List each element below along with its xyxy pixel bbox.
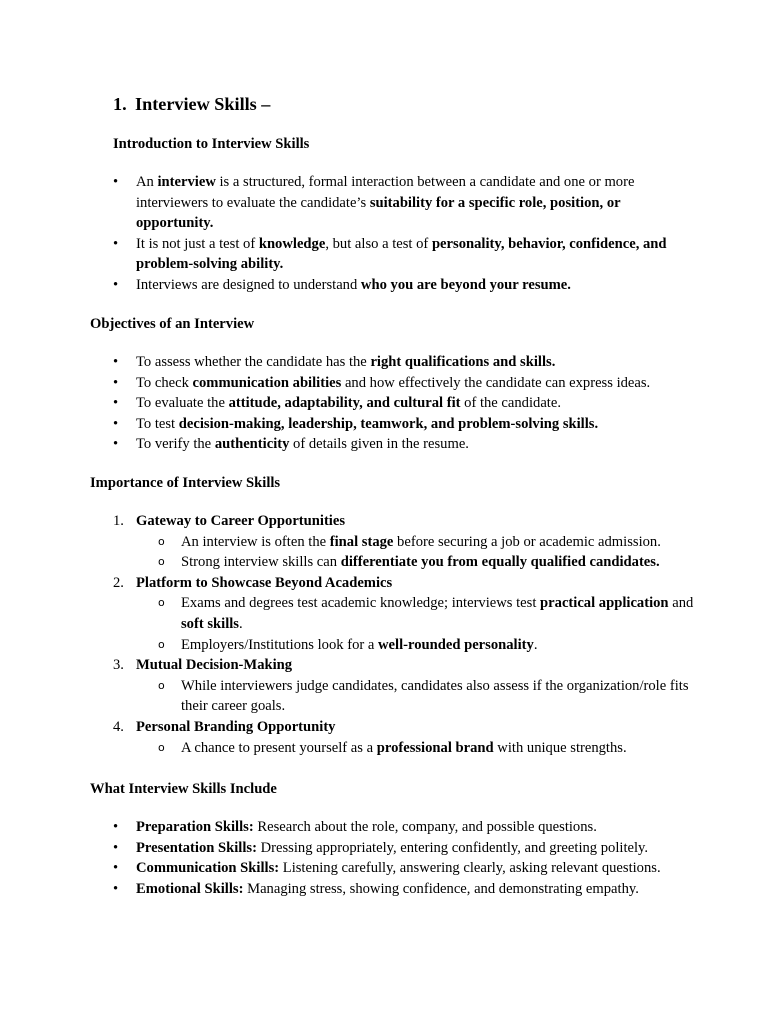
sub-list-item <box>158 635 713 656</box>
sub-list-item <box>158 552 713 573</box>
list-item <box>113 393 713 414</box>
circle-bullet-icon: o <box>158 637 165 651</box>
bullet-icon: • <box>113 395 119 412</box>
bullet-icon: • <box>113 174 119 190</box>
list-item <box>113 858 693 879</box>
intro-heading: Introduction to Interview Skills <box>113 136 310 152</box>
text-run: before securing a job or academic admission. <box>393 533 661 550</box>
list-item <box>113 352 713 373</box>
numbered-item <box>113 573 713 655</box>
bold-text: personality, behavior, confidence, and problem-solving ability. <box>136 235 667 273</box>
text-run: Strong interview skills can <box>181 554 341 571</box>
list-item <box>113 434 713 455</box>
bullet-icon: • <box>113 354 119 370</box>
sub-list <box>158 593 713 655</box>
list-item <box>113 817 693 838</box>
bullet-icon: • <box>113 276 119 293</box>
text-run: Interviews are designed to understand <box>136 276 361 293</box>
list-item <box>113 414 713 435</box>
bullet-icon: • <box>113 880 119 897</box>
item-heading: Platform to Showcase Beyond Academics <box>136 574 393 591</box>
bold-text: Emotional Skills: <box>136 880 244 897</box>
text-run: An interview is often the <box>181 533 330 550</box>
item-number: 4. <box>113 718 124 735</box>
text-run: Exams and degrees test academic knowledge; interviews test <box>181 595 541 612</box>
bold-text: professional brand <box>376 739 494 756</box>
bullet-icon: • <box>113 415 119 432</box>
sub-list <box>158 676 713 717</box>
bold-text: soft skills <box>181 615 239 632</box>
text-run: Research about the role, company, and possible questions. <box>253 819 597 835</box>
include-heading: What Interview Skills Include <box>90 781 277 797</box>
page-title <box>113 92 270 116</box>
bullet-icon: • <box>113 374 119 391</box>
bold-text: differentiate you from equally qualified candidates. <box>340 554 660 571</box>
item-heading: Gateway to Career Opportunities <box>136 513 346 529</box>
importance-list <box>113 511 713 758</box>
bullet-icon: • <box>113 839 119 856</box>
text-run: . <box>238 615 243 632</box>
bold-text: right qualifications and skills. <box>370 354 556 370</box>
sub-list-item <box>158 532 713 553</box>
objectives-list <box>113 352 713 455</box>
bold-text: authenticity <box>214 436 290 453</box>
item-number: 3. <box>113 657 124 674</box>
text-run: and how effectively the candidate can express ideas. <box>341 374 651 391</box>
bold-text: final stage <box>329 533 394 550</box>
bold-text: who you are beyond your resume. <box>360 276 571 293</box>
item-number: 2. <box>113 574 124 591</box>
bold-text: communication abilities <box>192 374 342 391</box>
bold-text: practical application <box>540 595 669 612</box>
sub-list-item <box>158 676 713 717</box>
text-run: An <box>136 174 158 190</box>
item-number: 1. <box>113 513 124 529</box>
sub-list <box>158 738 713 759</box>
circle-bullet-icon: o <box>158 555 165 569</box>
text-run: Listening carefully, answering clearly, asking relevant questions. <box>279 860 661 877</box>
text-run: and <box>668 595 694 612</box>
bullet-icon: • <box>113 235 119 252</box>
sub-list <box>158 532 713 573</box>
numbered-item <box>113 717 713 758</box>
list-item <box>113 275 673 296</box>
text-run: To test <box>136 415 179 432</box>
bullet-icon: • <box>113 436 119 453</box>
list-item <box>113 172 673 234</box>
item-heading: Personal Branding Opportunity <box>136 718 336 735</box>
bold-text: interview <box>157 174 216 190</box>
title-number: 1. <box>113 94 127 114</box>
sub-list-item <box>158 738 713 759</box>
sub-list-item <box>158 593 713 634</box>
text-run: To assess whether the candidate has the <box>136 354 371 370</box>
bullet-icon: • <box>113 819 119 835</box>
text-run: It is not just a test of <box>136 235 259 252</box>
list-item <box>113 838 693 859</box>
list-item <box>113 234 673 275</box>
objectives-heading: Objectives of an Interview <box>90 316 255 332</box>
importance-heading: Importance of Interview Skills <box>90 475 281 491</box>
circle-bullet-icon: o <box>158 596 165 610</box>
text-run: is a structured, formal interaction between a candidate and one or more interviewers to evaluate the candidate’s <box>136 174 635 211</box>
intro-list <box>113 172 673 296</box>
bold-text: Communication Skills: <box>136 860 280 877</box>
text-run: Dressing appropriately, entering confidently, and greeting politely. <box>256 839 649 856</box>
text-run: with unique strengths. <box>493 739 627 756</box>
circle-bullet-icon: o <box>158 740 165 754</box>
text-run: To check <box>136 374 193 391</box>
text-run: . <box>533 636 538 653</box>
text-run: of details given in the resume. <box>289 436 469 453</box>
bold-text: suitability for a specific role, position, or opportunity. <box>136 194 621 232</box>
text-run: To verify the <box>136 436 215 453</box>
include-list <box>113 817 693 899</box>
bullet-icon: • <box>113 860 119 877</box>
circle-bullet-icon: o <box>158 534 165 548</box>
text-run: Employers/Institutions look for a <box>181 636 378 653</box>
bold-text: Presentation Skills: <box>136 839 257 856</box>
text-run: A chance to present yourself as a <box>181 739 377 756</box>
list-item <box>113 373 713 394</box>
text-run: of the candidate. <box>460 395 561 412</box>
numbered-item <box>113 511 713 573</box>
list-item <box>113 879 693 900</box>
text-run: Managing stress, showing confidence, and demonstrating empathy. <box>243 880 639 897</box>
bold-text: knowledge <box>258 235 326 252</box>
numbered-item <box>113 655 713 717</box>
title-text: Interview Skills – <box>135 94 271 114</box>
bold-text: Preparation Skills: <box>136 819 254 835</box>
circle-bullet-icon: o <box>158 678 165 692</box>
text-run: , but also a test of <box>325 235 432 252</box>
bold-text: attitude, adaptability, and cultural fit <box>228 395 461 412</box>
bold-text: decision-making, leadership, teamwork, and problem-solving skills. <box>178 415 599 432</box>
bold-text: well-rounded personality <box>378 636 534 653</box>
text-run: To evaluate the <box>136 395 229 412</box>
item-heading: Mutual Decision-Making <box>136 657 293 674</box>
text-run: While interviewers judge candidates, candidates also assess if the organization/role fits their career goals. <box>181 677 689 715</box>
